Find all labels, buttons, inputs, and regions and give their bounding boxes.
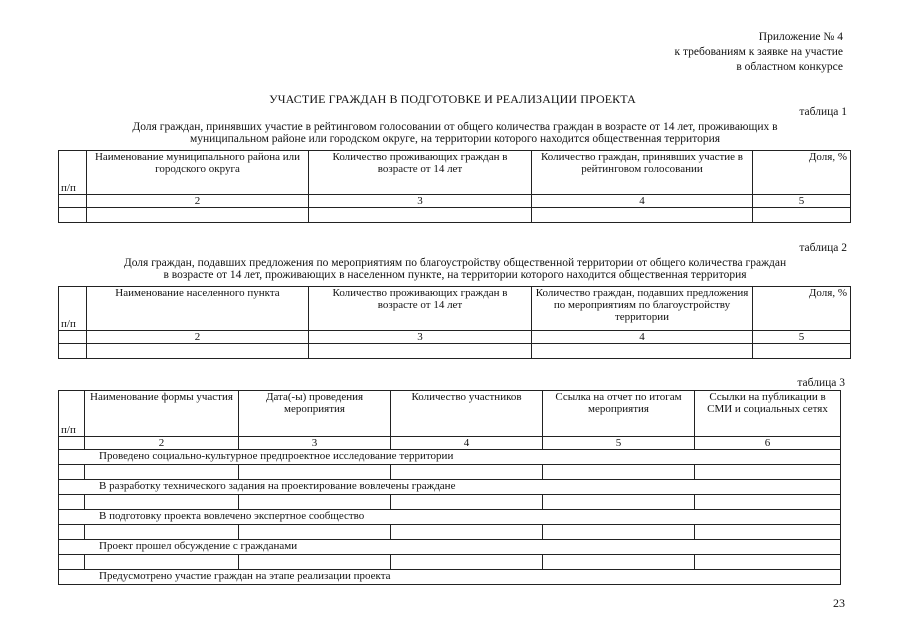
table2-number-cell: 2 <box>87 331 309 344</box>
table2-number-cell <box>59 331 87 344</box>
table1-number-cell: 5 <box>753 195 851 208</box>
table-cell <box>695 555 841 570</box>
table-cell <box>59 525 85 540</box>
table-cell <box>532 344 753 359</box>
table2-empty-row <box>59 344 851 359</box>
table3-section-2: В разработку технического задания на проектирование вовлечены граждане <box>59 480 841 495</box>
table3-section-row <box>59 480 841 495</box>
table-cell <box>59 208 87 223</box>
table-cell <box>753 208 851 223</box>
table3-header-report: Ссылка на отчет по итогам мероприятия <box>543 391 695 437</box>
table3-number-cell: 3 <box>239 437 391 450</box>
table1-header-num: п/п <box>59 151 87 195</box>
table3-section-1: Проведено социально-культурное предпроектное исследование территории <box>59 450 841 465</box>
table-cell <box>532 208 753 223</box>
table-cell <box>695 465 841 480</box>
table-1 <box>58 150 851 223</box>
table1-header-row <box>59 151 851 195</box>
table-cell <box>309 344 532 359</box>
table1-number-cell: 2 <box>87 195 309 208</box>
table-3 <box>58 390 841 585</box>
table3-number-cell: 6 <box>695 437 841 450</box>
table-cell <box>59 344 87 359</box>
table3-number-cell <box>59 437 85 450</box>
table-cell <box>695 525 841 540</box>
appendix-line-1: Приложение № 4 <box>758 31 843 43</box>
table2-header-residents: Количество проживающих граждан в возрасте от 14 лет <box>309 287 532 331</box>
table3-number-cell: 2 <box>85 437 239 450</box>
table3-header-media: Ссылки на публикации в СМИ и социальных сетях <box>695 391 841 437</box>
table1-label: таблица 1 <box>799 106 847 118</box>
appendix-line-3: в областном конкурсе <box>736 61 843 73</box>
table3-empty-row <box>59 465 841 480</box>
table3-header-num: п/п <box>59 391 85 437</box>
table-cell <box>59 495 85 510</box>
table3-empty-row <box>59 495 841 510</box>
table1-header-residents: Количество проживающих граждан в возрасте от 14 лет <box>309 151 532 195</box>
table-cell <box>543 495 695 510</box>
table-cell <box>543 555 695 570</box>
table3-empty-row <box>59 555 841 570</box>
table3-header-date: Дата(-ы) проведения мероприятия <box>239 391 391 437</box>
table-cell <box>695 495 841 510</box>
table3-section-row <box>59 450 841 465</box>
table-cell <box>239 465 391 480</box>
table3-header-form: Наименование формы участия <box>85 391 239 437</box>
table2-header-share: Доля, % <box>753 287 851 331</box>
table-cell <box>543 465 695 480</box>
table2-header-row <box>59 287 851 331</box>
table1-number-cell <box>59 195 87 208</box>
table2-label: таблица 2 <box>799 242 847 254</box>
table3-section-row <box>59 570 841 585</box>
table1-caption-line-2: муниципальном районе или городском округе, на территории которого находится общественная территория <box>189 133 721 145</box>
table-cell <box>85 525 239 540</box>
table1-header-share: Доля, % <box>753 151 851 195</box>
table-cell <box>239 525 391 540</box>
table-cell <box>87 344 309 359</box>
table2-number-cell: 5 <box>753 331 851 344</box>
table-cell <box>239 495 391 510</box>
table2-caption-line-1: Доля граждан, подавших предложения по мероприятиям по благоустройству общественной территории от общего количества граждан <box>123 257 787 269</box>
table1-empty-row <box>59 208 851 223</box>
table-cell <box>85 495 239 510</box>
table-cell <box>543 525 695 540</box>
table1-number-cell: 4 <box>532 195 753 208</box>
table3-section-row <box>59 510 841 525</box>
table2-number-cell: 3 <box>309 331 532 344</box>
table3-number-row <box>59 437 841 450</box>
table-cell <box>59 555 85 570</box>
table2-number-cell: 4 <box>532 331 753 344</box>
table-2 <box>58 286 851 359</box>
table1-number-cell: 3 <box>309 195 532 208</box>
table-cell <box>59 465 85 480</box>
table3-number-cell: 5 <box>543 437 695 450</box>
page-title: УЧАСТИЕ ГРАЖДАН В ПОДГОТОВКЕ И РЕАЛИЗАЦИИ ПРОЕКТА <box>269 92 636 106</box>
table-cell <box>391 555 543 570</box>
table3-header-count: Количество участников <box>391 391 543 437</box>
table2-caption-line-2: в возрасте от 14 лет, проживающих в населенном пункте, на территории которого находится общественная территория <box>163 269 747 281</box>
table2-number-row <box>59 331 851 344</box>
table2-header-proposers: Количество граждан, подавших предложения по мероприятиям по благоустройству территории <box>532 287 753 331</box>
table1-header-name: Наименование муниципального района или городского округа <box>87 151 309 195</box>
appendix-header <box>675 30 844 75</box>
table-cell <box>391 525 543 540</box>
table2-header-name: Наименование населенного пункта <box>87 287 309 331</box>
table-cell <box>753 344 851 359</box>
table1-caption <box>60 121 850 145</box>
table1-caption-line-1: Доля граждан, принявших участие в рейтинговом голосовании от общего количества граждан в возрасте от 14 лет, проживающих в <box>132 121 778 133</box>
table3-label: таблица 3 <box>797 377 845 389</box>
table-cell <box>87 208 309 223</box>
table-cell <box>85 555 239 570</box>
table3-header-row <box>59 391 841 437</box>
table-cell <box>391 495 543 510</box>
page-number: 23 <box>833 596 845 610</box>
table3-number-cell: 4 <box>391 437 543 450</box>
table3-empty-row <box>59 525 841 540</box>
table2-header-num: п/п <box>59 287 87 331</box>
table-cell <box>85 465 239 480</box>
table1-header-voters: Количество граждан, принявших участие в рейтинговом голосовании <box>532 151 753 195</box>
table-cell <box>309 208 532 223</box>
table3-section-5: Предусмотрено участие граждан на этапе реализации проекта <box>59 570 841 585</box>
table3-section-row <box>59 540 841 555</box>
table1-number-row <box>59 195 851 208</box>
table-cell <box>239 555 391 570</box>
appendix-line-2: к требованиям к заявке на участие <box>674 46 843 58</box>
table-cell <box>391 465 543 480</box>
table3-section-3: В подготовку проекта вовлечено экспертное сообщество <box>59 510 841 525</box>
table2-caption <box>60 257 850 281</box>
table3-section-4: Проект прошел обсуждение с гражданами <box>59 540 841 555</box>
